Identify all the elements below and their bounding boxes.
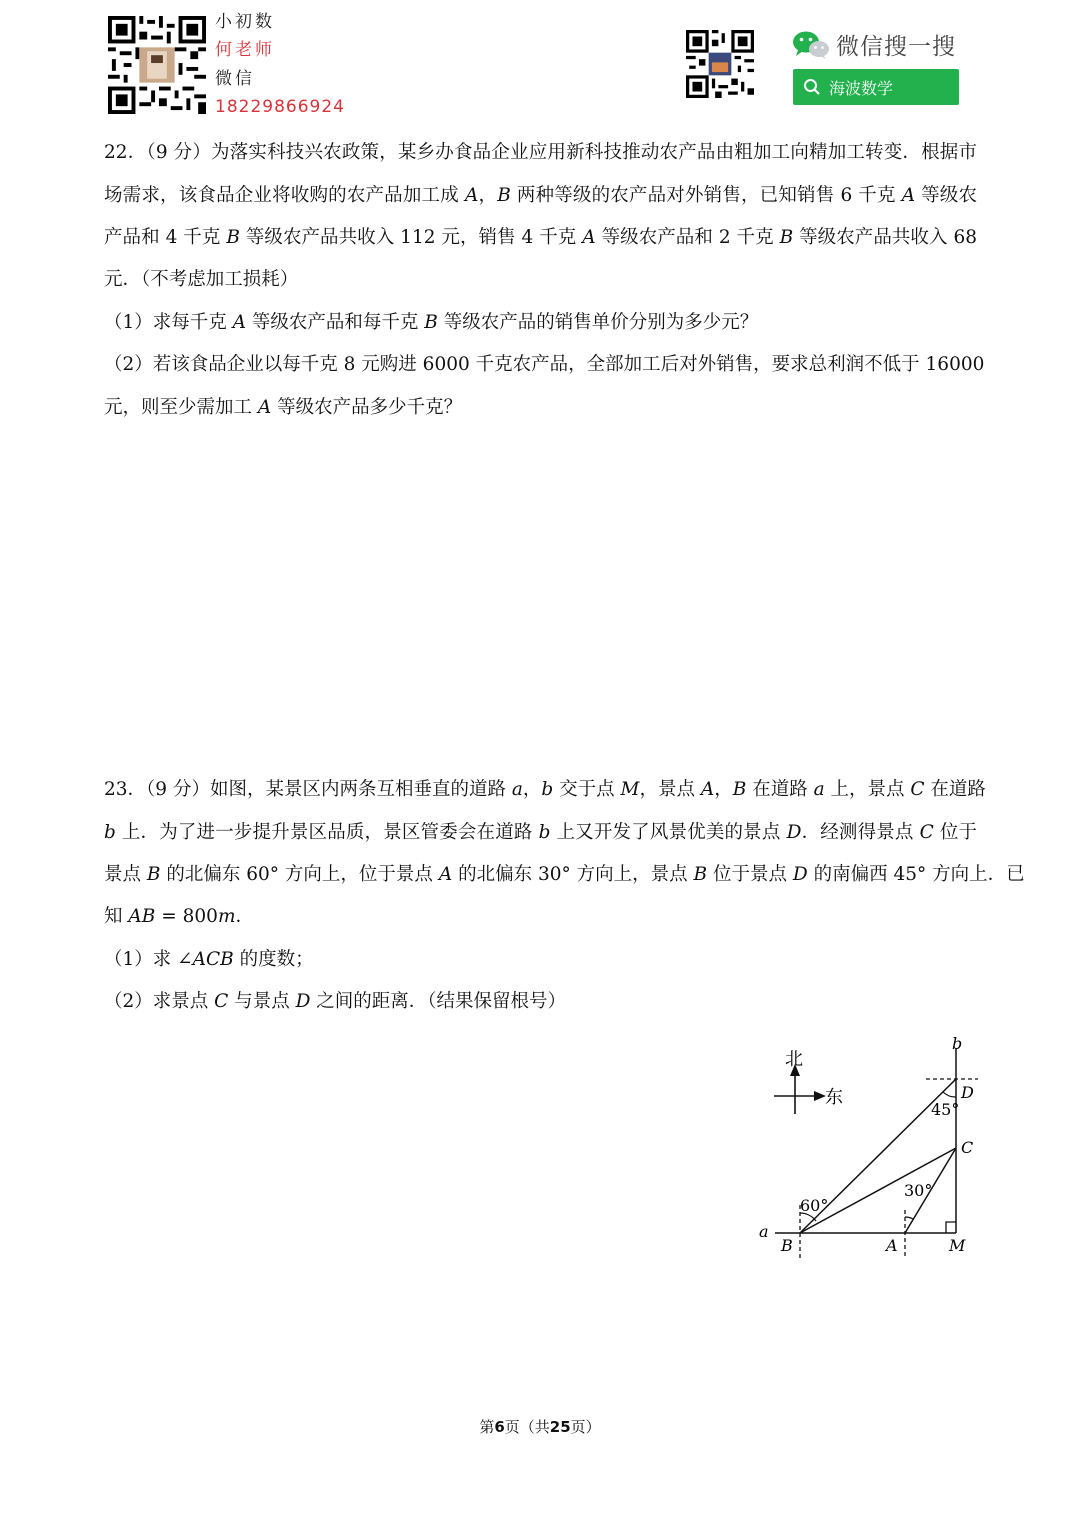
angle-arc-d [943, 1092, 956, 1097]
angle-label-a: 30° [904, 1181, 933, 1200]
qr-code-teacher [108, 16, 206, 114]
angle-label-d: 45° [931, 1100, 960, 1119]
compass-icon [774, 1064, 826, 1114]
east-label: 东 [825, 1087, 843, 1108]
current-page: 6 [494, 1418, 505, 1436]
q22-part-2-cont: 元，则至少需加工 A 等级农产品多少千克？ [104, 397, 463, 418]
handwritten-note-2: 何老师 [215, 40, 275, 60]
handwritten-note-3: 微信 [215, 69, 255, 89]
angle-label-b: 60° [800, 1196, 829, 1215]
q23-line-1: 23．（9 分）如图，某景区内两条互相垂直的道路 a，b 交于点 M，景点 A，B 在道路 a 上，景点 C 在道路 [104, 779, 986, 800]
q22-line-3: 产品和 4 千克 B 等级农产品共收入 112 元，销售 4 千克 A 等级农产品和 2 千克 B 等级农产品共收入 68 [104, 227, 977, 248]
label-point-a: A [886, 1236, 898, 1255]
qr-code-wechat [686, 30, 754, 98]
q22-line-4: 元．（不考虑加工损耗） [104, 269, 299, 290]
handwritten-note-1: 小初数 [215, 12, 275, 32]
q22-part-1: （1）求每千克 A 等级农产品和每千克 B 等级农产品的销售单价分别为多少元？ [104, 312, 759, 333]
label-point-d: D [961, 1083, 974, 1102]
handwritten-phone: 18229866924 [215, 97, 345, 117]
wechat-logo-icon [792, 30, 830, 60]
label-road-a: a [759, 1222, 769, 1241]
right-angle-mark [946, 1222, 956, 1233]
q23-line-4: 知 AB = 800m． [104, 906, 254, 927]
segment-bc [800, 1148, 956, 1233]
q23-part-1: （1）求 ∠ACB 的度数； [104, 949, 314, 970]
q23-line-3: 景点 B 的北偏东 60° 方向上，位于景点 A 的北偏东 30° 方向上，景点 B 位于景点 D 的南偏西 45° 方向上．已 [104, 864, 1025, 885]
label-point-c: C [961, 1138, 974, 1157]
label-point-b: B [781, 1236, 793, 1255]
q22-line-1: 22．（9 分）为落实科技兴农政策，某乡办食品企业应用新科技推动农产品由粗加工向精加工转变．根据市 [104, 142, 977, 163]
page-footer: 第6页（共25页） [479, 1418, 601, 1436]
wechat-search-box[interactable] [793, 69, 959, 105]
q22-part-2: （2）若该食品企业以每千克 8 元购进 6000 千克农产品，全部加工后对外销售，要求总利润不低于 16000 [104, 354, 985, 375]
angle-arc-a [905, 1217, 913, 1219]
north-label: 北 [785, 1049, 803, 1070]
q22-line-2: 场需求，该食品企业将收购的农产品加工成 A，B 两种等级的农产品对外销售，已知销售 6 千克 A 等级农 [104, 185, 977, 206]
search-icon [803, 78, 821, 96]
total-pages: 25 [549, 1418, 571, 1436]
label-road-b: b [952, 1034, 963, 1053]
wechat-search-title: 微信搜一搜 [836, 34, 956, 60]
wechat-search-term: 海波数学 [829, 78, 894, 98]
q23-line-2: b 上．为了进一步提升景区品质，景区管委会在道路 b 上又开发了风景优美的景点 D．经测得景点 C 位于 [104, 822, 977, 843]
label-point-m: M [949, 1236, 966, 1255]
q23-part-2: （2）求景点 C 与景点 D 之间的距离．（结果保留根号） [104, 991, 567, 1012]
geometry-figure [750, 1030, 990, 1270]
